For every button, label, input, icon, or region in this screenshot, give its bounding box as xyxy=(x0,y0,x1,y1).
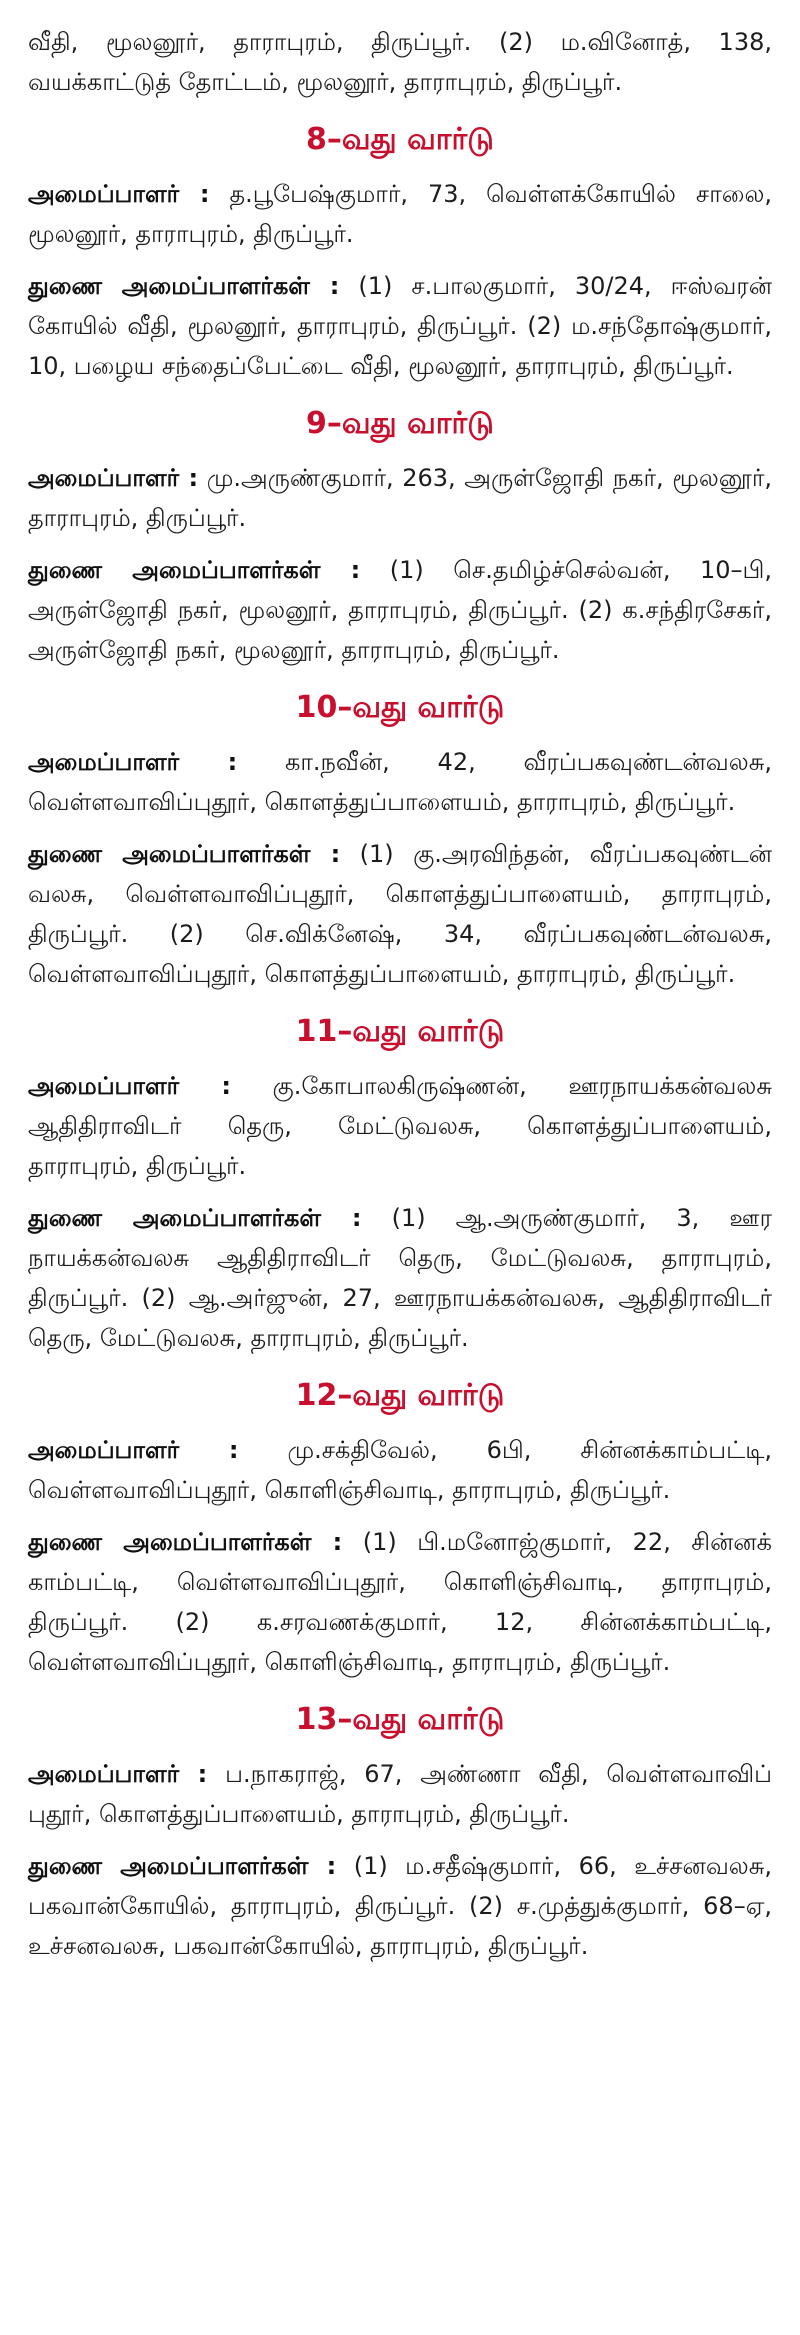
organizer-paragraph xyxy=(28,1066,772,1186)
deputy-paragraph xyxy=(28,266,772,386)
deputy-label: துணை அமைப்பாளர்கள் : xyxy=(28,556,361,584)
deputy-label: துணை அமைப்பாளர்கள் : xyxy=(28,840,341,868)
deputy-label: துணை அமைப்பாளர்கள் : xyxy=(28,1852,337,1880)
ward-heading: 13–வது வார்டு xyxy=(295,1702,505,1737)
ward-section-9 xyxy=(28,402,772,670)
deputy-paragraph xyxy=(28,1846,772,1966)
ward-heading: 11–வது வார்டு xyxy=(295,1014,505,1049)
organizer-label: அமைப்பாளர் : xyxy=(28,1760,208,1788)
deputy-text: (1) ச.பாலகுமார், 30/24, ஈஸ்வரன் கோயில் வீதி, மூலனூர், தாராபுரம், திருப்பூர். (2) ம.சந்தோஷ்குமார், 10, பழைய சந்தைப்பேட்டை வீதி, மூலனூர், தாராபுரம், திருப்பூர். xyxy=(28,272,773,380)
organizer-text: மு.அருண்குமார், 263, அருள்ஜோதி நகர், மூலனூர், தாராபுரம், திருப்பூர். xyxy=(28,464,772,532)
deputy-text: (1) செ.தமிழ்ச்செல்வன், 10–பி, அருள்ஜோதி நகர், மூலனூர், தாராபுரம், திருப்பூர். (2) க.சந்திரசேகர், அருள்ஜோதி நகர், மூலனூர், தாராபுரம், திருப்பூர். xyxy=(28,556,772,664)
intro-paragraph: வீதி, மூலனூர், தாராபுரம், திருப்பூர். (2) ம.வினோத், 138, வயக்காட்டுத் தோட்டம், மூலனூர், தாராபுரம், திருப்பூர். xyxy=(28,28,772,96)
organizer-label: அமைப்பாளர் : xyxy=(28,180,210,208)
organizer-label: அமைப்பாளர் : xyxy=(28,1436,239,1464)
ward-section-13 xyxy=(28,1698,772,1966)
deputy-text: (1) கு.அரவிந்தன், வீரப்பகவுண்டன் வலசு, வெள்ளவாவிப்புதூர், கொளத்துப்பாளையம், தாராபுரம், திருப்பூர். (2) செ.விக்னேஷ், 34, வீரப்பகவுண்டன்வலசு, வெள்ளவாவிப்புதூர், கொளத்துப்பாளையம், தாராபுரம், திருப்பூர். xyxy=(28,840,773,988)
organizer-label: அமைப்பாளர் : xyxy=(28,748,238,776)
organizer-label: அமைப்பாளர் : xyxy=(28,1072,231,1100)
ward-section-11 xyxy=(28,1010,772,1358)
organizer-label: அமைப்பாளர் : xyxy=(28,464,199,492)
organizer-text: ப.நாகராஜ், 67, அண்ணா வீதி, வெள்ளவாவிப் புதூர், கொளத்துப்பாளையம், தாராபுரம், திருப்பூர். xyxy=(28,1760,772,1828)
ward-heading: 12–வது வார்டு xyxy=(295,1378,505,1413)
deputy-paragraph xyxy=(28,1198,772,1358)
ward-heading: 10–வது வார்டு xyxy=(295,690,505,725)
deputy-text: (1) ஆ.அருண்குமார், 3, ஊர நாயக்கன்வலசு ஆதிதிராவிடர் தெரு, மேட்டுவலசு, தாராபுரம், திருப்பூர். (2) ஆ.அர்ஜுன், 27, ஊரநாயக்கன்வலசு, ஆதிதிராவிடர் தெரு, மேட்டுவலசு, தாராபுரம், திருப்பூர். xyxy=(28,1204,773,1352)
organizer-text: கு.கோபாலகிருஷ்ணன், ஊரநாயக்கன்வலசு ஆதிதிராவிடர் தெரு, மேட்டுவலசு, கொளத்துப்பாளையம், தாராபுரம், திருப்பூர். xyxy=(28,1072,772,1180)
deputy-paragraph xyxy=(28,834,772,994)
organizer-paragraph xyxy=(28,742,772,822)
ward-section-12 xyxy=(28,1374,772,1682)
deputy-text: (1) பி.மனோஜ்குமார், 22, சின்னக் காம்பட்டி, வெள்ளவாவிப்புதூர், கொளிஞ்சிவாடி, தாராபுரம், திருப்பூர். (2) க.சரவணக்குமார், 12, சின்னக்காம்பட்டி, வெள்ளவாவிப்புதூர், கொளிஞ்சிவாடி, தாராபுரம், திருப்பூர். xyxy=(28,1528,773,1676)
organizer-text: கா.நவீன், 42, வீரப்பகவுண்டன்வலசு, வெள்ளவாவிப்புதூர், கொளத்துப்பாளையம், தாராபுரம், திருப்பூர். xyxy=(28,748,772,816)
deputy-paragraph xyxy=(28,1522,772,1682)
deputy-text: (1) ம.சதீஷ்குமார், 66, உச்சனவலசு, பகவான்கோயில், தாராபுரம், திருப்பூர். (2) ச.முத்துக்குமார், 68–ஏ, உச்சனவலசு, பகவான்கோயில், தாராபுரம், திருப்பூர். xyxy=(28,1852,773,1960)
organizer-paragraph xyxy=(28,1754,772,1834)
organizer-paragraph xyxy=(28,1430,772,1510)
ward-heading: 8–வது வார்டு xyxy=(306,122,494,157)
deputy-label: துணை அமைப்பாளர்கள் : xyxy=(28,1528,343,1556)
ward-section-8 xyxy=(28,118,772,386)
ward-section-10 xyxy=(28,686,772,994)
deputy-paragraph xyxy=(28,550,772,670)
organizer-paragraph xyxy=(28,174,772,254)
organizer-paragraph xyxy=(28,458,772,538)
deputy-label: துணை அமைப்பாளர்கள் : xyxy=(28,272,340,300)
ward-heading: 9–வது வார்டு xyxy=(306,406,494,441)
organizer-text: த.பூபேஷ்குமார், 73, வெள்ளக்கோயில் சாலை, மூலனூர், தாராபுரம், திருப்பூர். xyxy=(28,180,773,248)
deputy-label: துணை அமைப்பாளர்கள் : xyxy=(28,1204,362,1232)
organizer-text: மு.சக்திவேல், 6பி, சின்னக்காம்பட்டி, வெள்ளவாவிப்புதூர், கொளிஞ்சிவாடி, தாராபுரம், திருப்பூர். xyxy=(28,1436,772,1504)
